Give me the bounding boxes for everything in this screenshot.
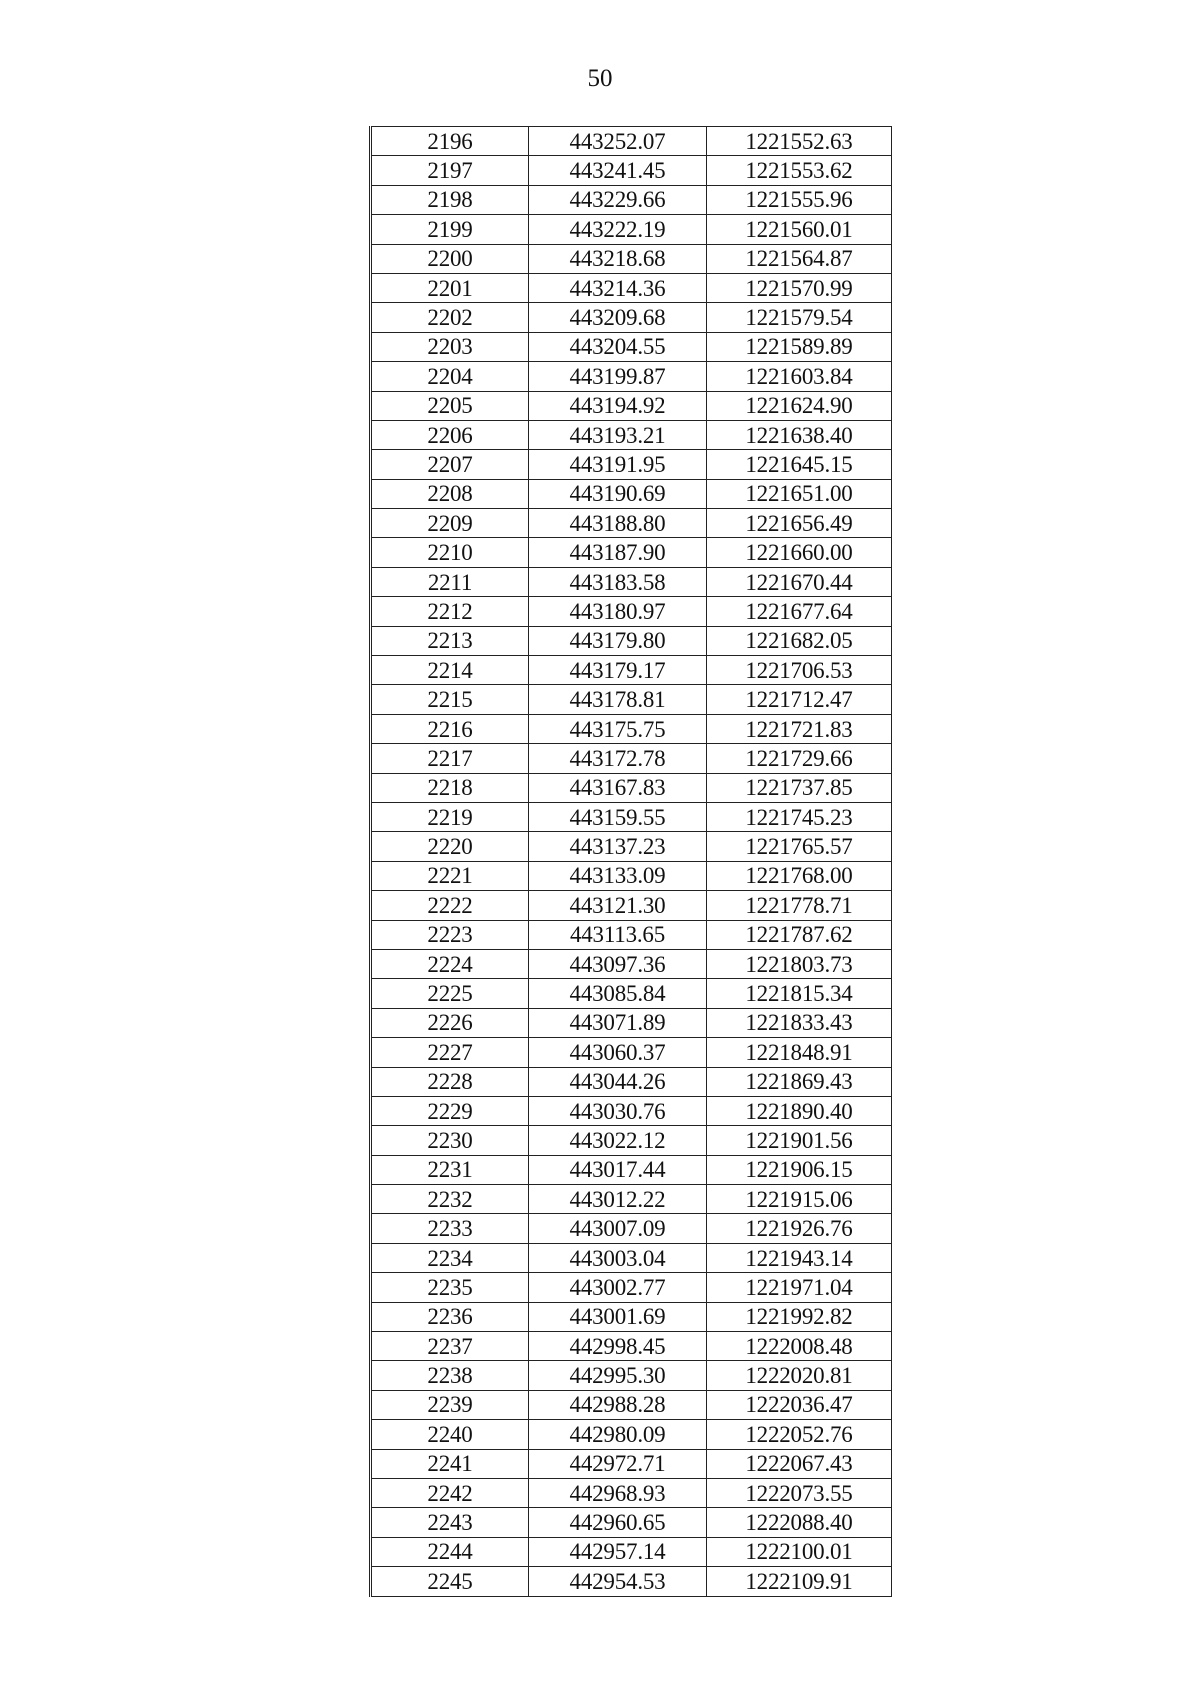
x-coordinate-cell: 442988.28 (529, 1390, 707, 1419)
point-number-cell: 2222 (371, 891, 529, 920)
y-coordinate-cell: 1221778.71 (707, 891, 892, 920)
table-row (371, 1302, 892, 1331)
x-coordinate-cell: 443172.78 (529, 744, 707, 773)
point-number-cell: 2230 (371, 1126, 529, 1155)
y-coordinate-cell: 1221677.64 (707, 597, 892, 626)
point-number-cell: 2220 (371, 832, 529, 861)
x-coordinate-cell: 443199.87 (529, 362, 707, 391)
table-row (371, 1243, 892, 1272)
x-coordinate-cell: 443001.69 (529, 1302, 707, 1331)
x-coordinate-cell: 442954.53 (529, 1567, 707, 1596)
table-row (371, 656, 892, 685)
y-coordinate-cell: 1221848.91 (707, 1038, 892, 1067)
x-coordinate-cell: 443222.19 (529, 215, 707, 244)
x-coordinate-cell: 443183.58 (529, 567, 707, 596)
x-coordinate-cell: 443085.84 (529, 979, 707, 1008)
point-number-cell: 2233 (371, 1214, 529, 1243)
page-number: 50 (587, 65, 613, 92)
x-coordinate-cell: 443159.55 (529, 802, 707, 831)
point-number-cell: 2237 (371, 1332, 529, 1361)
table-row (371, 1537, 892, 1566)
table-row (371, 185, 892, 214)
x-coordinate-cell: 443180.97 (529, 597, 707, 626)
point-number-cell: 2198 (371, 185, 529, 214)
x-coordinate-cell: 443188.80 (529, 509, 707, 538)
y-coordinate-cell: 1221645.15 (707, 450, 892, 479)
table-row (371, 1478, 892, 1507)
x-coordinate-cell: 443179.17 (529, 656, 707, 685)
point-number-cell: 2224 (371, 949, 529, 978)
table-row (371, 538, 892, 567)
y-coordinate-cell: 1221815.34 (707, 979, 892, 1008)
y-coordinate-cell: 1221651.00 (707, 479, 892, 508)
point-number-cell: 2212 (371, 597, 529, 626)
point-number-cell: 2197 (371, 156, 529, 185)
point-number-cell: 2236 (371, 1302, 529, 1331)
table-row (371, 1096, 892, 1125)
y-coordinate-cell: 1222100.01 (707, 1537, 892, 1566)
table-row (371, 832, 892, 861)
x-coordinate-cell: 442980.09 (529, 1420, 707, 1449)
y-coordinate-cell: 1222036.47 (707, 1390, 892, 1419)
table-row (371, 420, 892, 449)
x-coordinate-cell: 443194.92 (529, 391, 707, 420)
x-coordinate-cell: 443193.21 (529, 420, 707, 449)
x-coordinate-cell: 443012.22 (529, 1185, 707, 1214)
point-number-cell: 2239 (371, 1390, 529, 1419)
x-coordinate-cell: 443137.23 (529, 832, 707, 861)
point-number-cell: 2206 (371, 420, 529, 449)
y-coordinate-cell: 1221564.87 (707, 244, 892, 273)
table-row (371, 1420, 892, 1449)
x-coordinate-cell: 442995.30 (529, 1361, 707, 1390)
point-number-cell: 2245 (371, 1567, 529, 1596)
x-coordinate-cell: 443097.36 (529, 949, 707, 978)
x-coordinate-cell: 443060.37 (529, 1038, 707, 1067)
y-coordinate-cell: 1221624.90 (707, 391, 892, 420)
table-row (371, 215, 892, 244)
table-row (371, 332, 892, 361)
x-coordinate-cell: 443022.12 (529, 1126, 707, 1155)
table-row (371, 303, 892, 332)
y-coordinate-cell: 1221745.23 (707, 802, 892, 831)
y-coordinate-cell: 1221768.00 (707, 861, 892, 890)
point-number-cell: 2205 (371, 391, 529, 420)
table-row (371, 1067, 892, 1096)
point-number-cell: 2208 (371, 479, 529, 508)
y-coordinate-cell: 1221901.56 (707, 1126, 892, 1155)
point-number-cell: 2214 (371, 656, 529, 685)
point-number-cell: 2240 (371, 1420, 529, 1449)
y-coordinate-cell: 1221555.96 (707, 185, 892, 214)
point-number-cell: 2200 (371, 244, 529, 273)
y-coordinate-cell: 1221570.99 (707, 273, 892, 302)
x-coordinate-cell: 443071.89 (529, 1008, 707, 1037)
y-coordinate-cell: 1222067.43 (707, 1449, 892, 1478)
y-coordinate-cell: 1221890.40 (707, 1096, 892, 1125)
y-coordinate-cell: 1221869.43 (707, 1067, 892, 1096)
x-coordinate-cell: 443252.07 (529, 127, 707, 156)
point-number-cell: 2229 (371, 1096, 529, 1125)
table-row (371, 597, 892, 626)
point-number-cell: 2228 (371, 1067, 529, 1096)
x-coordinate-cell: 442998.45 (529, 1332, 707, 1361)
point-number-cell: 2234 (371, 1243, 529, 1272)
x-coordinate-cell: 443121.30 (529, 891, 707, 920)
point-number-cell: 2216 (371, 714, 529, 743)
table-row (371, 127, 892, 156)
point-number-cell: 2199 (371, 215, 529, 244)
x-coordinate-cell: 443017.44 (529, 1155, 707, 1184)
point-number-cell: 2243 (371, 1508, 529, 1537)
point-number-cell: 2201 (371, 273, 529, 302)
y-coordinate-cell: 1221670.44 (707, 567, 892, 596)
y-coordinate-cell: 1221706.53 (707, 656, 892, 685)
y-coordinate-cell: 1221552.63 (707, 127, 892, 156)
y-coordinate-cell: 1221682.05 (707, 626, 892, 655)
table-row (371, 714, 892, 743)
point-number-cell: 2238 (371, 1361, 529, 1390)
x-coordinate-cell: 442968.93 (529, 1478, 707, 1507)
point-number-cell: 2204 (371, 362, 529, 391)
x-coordinate-cell: 443187.90 (529, 538, 707, 567)
y-coordinate-cell: 1221906.15 (707, 1155, 892, 1184)
table-row (371, 861, 892, 890)
table-row (371, 744, 892, 773)
y-coordinate-cell: 1222008.48 (707, 1332, 892, 1361)
x-coordinate-cell: 443113.65 (529, 920, 707, 949)
x-coordinate-cell: 443178.81 (529, 685, 707, 714)
coordinates-table-body (371, 127, 892, 1597)
y-coordinate-cell: 1221656.49 (707, 509, 892, 538)
table-row (371, 1273, 892, 1302)
y-coordinate-cell: 1221579.54 (707, 303, 892, 332)
x-coordinate-cell: 443030.76 (529, 1096, 707, 1125)
table-row (371, 479, 892, 508)
table-row (371, 1155, 892, 1184)
table-row (371, 891, 892, 920)
table-row (371, 450, 892, 479)
point-number-cell: 2207 (371, 450, 529, 479)
point-number-cell: 2223 (371, 920, 529, 949)
table-row (371, 1390, 892, 1419)
x-coordinate-cell: 443229.66 (529, 185, 707, 214)
y-coordinate-cell: 1221712.47 (707, 685, 892, 714)
x-coordinate-cell: 443044.26 (529, 1067, 707, 1096)
point-number-cell: 2215 (371, 685, 529, 714)
y-coordinate-cell: 1222088.40 (707, 1508, 892, 1537)
point-number-cell: 2235 (371, 1273, 529, 1302)
y-coordinate-cell: 1222052.76 (707, 1420, 892, 1449)
x-coordinate-cell: 443209.68 (529, 303, 707, 332)
table-row (371, 273, 892, 302)
x-coordinate-cell: 442957.14 (529, 1537, 707, 1566)
point-number-cell: 2218 (371, 773, 529, 802)
table-row (371, 567, 892, 596)
point-number-cell: 2242 (371, 1478, 529, 1507)
y-coordinate-cell: 1222109.91 (707, 1567, 892, 1596)
table-row (371, 773, 892, 802)
x-coordinate-cell: 443003.04 (529, 1243, 707, 1272)
table-row (371, 362, 892, 391)
point-number-cell: 2217 (371, 744, 529, 773)
x-coordinate-cell: 443167.83 (529, 773, 707, 802)
x-coordinate-cell: 443179.80 (529, 626, 707, 655)
point-number-cell: 2196 (371, 127, 529, 156)
y-coordinate-cell: 1221737.85 (707, 773, 892, 802)
table-row (371, 1508, 892, 1537)
table-row (371, 391, 892, 420)
table-row (371, 156, 892, 185)
x-coordinate-cell: 443007.09 (529, 1214, 707, 1243)
y-coordinate-cell: 1221589.89 (707, 332, 892, 361)
y-coordinate-cell: 1221603.84 (707, 362, 892, 391)
point-number-cell: 2226 (371, 1008, 529, 1037)
y-coordinate-cell: 1221765.57 (707, 832, 892, 861)
table-row (371, 1038, 892, 1067)
table-row (371, 1449, 892, 1478)
point-number-cell: 2210 (371, 538, 529, 567)
table-row (371, 1214, 892, 1243)
y-coordinate-cell: 1221638.40 (707, 420, 892, 449)
table-row (371, 626, 892, 655)
y-coordinate-cell: 1222073.55 (707, 1478, 892, 1507)
point-number-cell: 2232 (371, 1185, 529, 1214)
x-coordinate-cell: 443241.45 (529, 156, 707, 185)
table-row (371, 1361, 892, 1390)
table-row (371, 1008, 892, 1037)
y-coordinate-cell: 1221833.43 (707, 1008, 892, 1037)
point-number-cell: 2241 (371, 1449, 529, 1478)
table-row (371, 979, 892, 1008)
point-number-cell: 2203 (371, 332, 529, 361)
coordinates-table (369, 126, 892, 1597)
point-number-cell: 2231 (371, 1155, 529, 1184)
y-coordinate-cell: 1221915.06 (707, 1185, 892, 1214)
table-row (371, 1185, 892, 1214)
y-coordinate-cell: 1221971.04 (707, 1273, 892, 1302)
point-number-cell: 2227 (371, 1038, 529, 1067)
table-row (371, 1567, 892, 1596)
table-row (371, 509, 892, 538)
x-coordinate-cell: 443214.36 (529, 273, 707, 302)
table-row (371, 802, 892, 831)
x-coordinate-cell: 443175.75 (529, 714, 707, 743)
x-coordinate-cell: 443204.55 (529, 332, 707, 361)
x-coordinate-cell: 442972.71 (529, 1449, 707, 1478)
y-coordinate-cell: 1221729.66 (707, 744, 892, 773)
point-number-cell: 2219 (371, 802, 529, 831)
table-row (371, 949, 892, 978)
y-coordinate-cell: 1221803.73 (707, 949, 892, 978)
x-coordinate-cell: 443218.68 (529, 244, 707, 273)
x-coordinate-cell: 442960.65 (529, 1508, 707, 1537)
y-coordinate-cell: 1221926.76 (707, 1214, 892, 1243)
table-row (371, 1332, 892, 1361)
x-coordinate-cell: 443190.69 (529, 479, 707, 508)
y-coordinate-cell: 1221787.62 (707, 920, 892, 949)
y-coordinate-cell: 1221560.01 (707, 215, 892, 244)
point-number-cell: 2211 (371, 567, 529, 596)
y-coordinate-cell: 1221721.83 (707, 714, 892, 743)
x-coordinate-cell: 443191.95 (529, 450, 707, 479)
y-coordinate-cell: 1222020.81 (707, 1361, 892, 1390)
x-coordinate-cell: 443133.09 (529, 861, 707, 890)
point-number-cell: 2225 (371, 979, 529, 1008)
x-coordinate-cell: 443002.77 (529, 1273, 707, 1302)
y-coordinate-cell: 1221943.14 (707, 1243, 892, 1272)
table-row (371, 244, 892, 273)
table-row (371, 920, 892, 949)
point-number-cell: 2244 (371, 1537, 529, 1566)
point-number-cell: 2202 (371, 303, 529, 332)
point-number-cell: 2209 (371, 509, 529, 538)
y-coordinate-cell: 1221992.82 (707, 1302, 892, 1331)
point-number-cell: 2213 (371, 626, 529, 655)
y-coordinate-cell: 1221660.00 (707, 538, 892, 567)
point-number-cell: 2221 (371, 861, 529, 890)
y-coordinate-cell: 1221553.62 (707, 156, 892, 185)
table-row (371, 1126, 892, 1155)
table-row (371, 685, 892, 714)
